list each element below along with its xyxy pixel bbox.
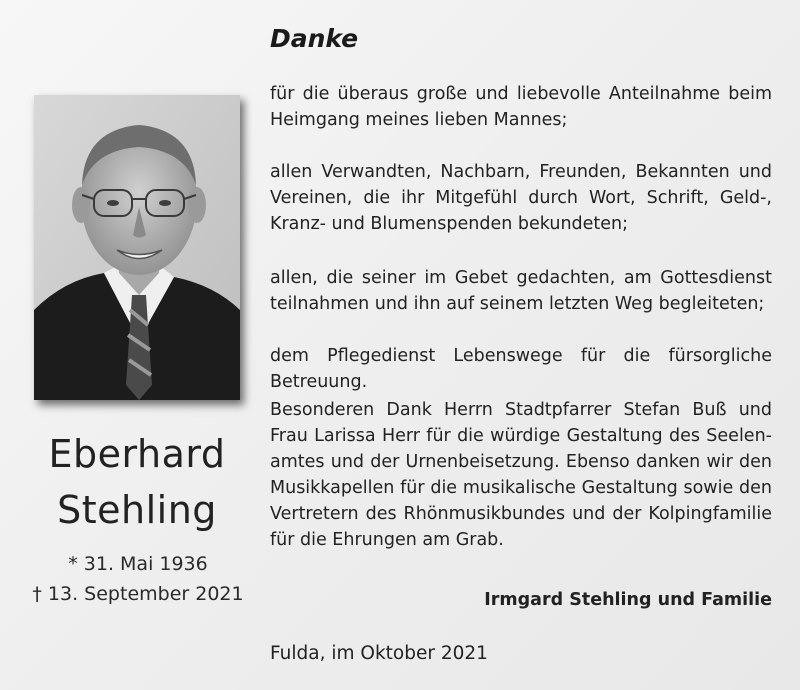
thanks-paragraph: allen Verwandten, Nachbarn, Freunden, Bekannten und Vereinen, die ihr Mitgefühl durch Wort, Schrift, Geld-, Kranz- und Blumenspenden bekundeten; (270, 162, 772, 234)
place-date: Fulda, im Oktober 2021 (270, 643, 488, 664)
thanks-paragraph: dem Pflegedienst Lebenswege für die fürsorgliche Betreuung. (270, 346, 772, 392)
portrait-photo (34, 95, 240, 400)
thanks-paragraph: für die überaus große und liebevolle Anteilnahme beim Heimgang meines lieben Mannes; (270, 84, 772, 130)
notice-heading: Danke (270, 24, 359, 53)
thanks-paragraph: Besonderen Dank Herrn Stadtpfarrer Stefan Buß und Frau Larissa Herr für die würdige Gestaltung des Seelenamtes und der Urnenbeisetzung. Ebenso danken wir den Musikkapellen für die musikalische Gestaltung sowie den Vertretern des Rhönmusikbundes und der Kolpingfamilie für die Ehrungen am Grab. (270, 400, 772, 550)
death-date: † 13. September 2021 (32, 583, 244, 605)
birth-date: * 31. Mai 1936 (68, 553, 208, 575)
deceased-last-name: Stehling (57, 488, 217, 532)
deceased-first-name: Eberhard (48, 432, 226, 476)
signature: Irmgard Stehling und Familie (484, 590, 772, 610)
thanks-paragraph: allen, die seiner im Gebet gedachten, am Gottesdienst teilnahmen und ihn auf seinem letzten Weg begleiteten; (270, 268, 772, 314)
